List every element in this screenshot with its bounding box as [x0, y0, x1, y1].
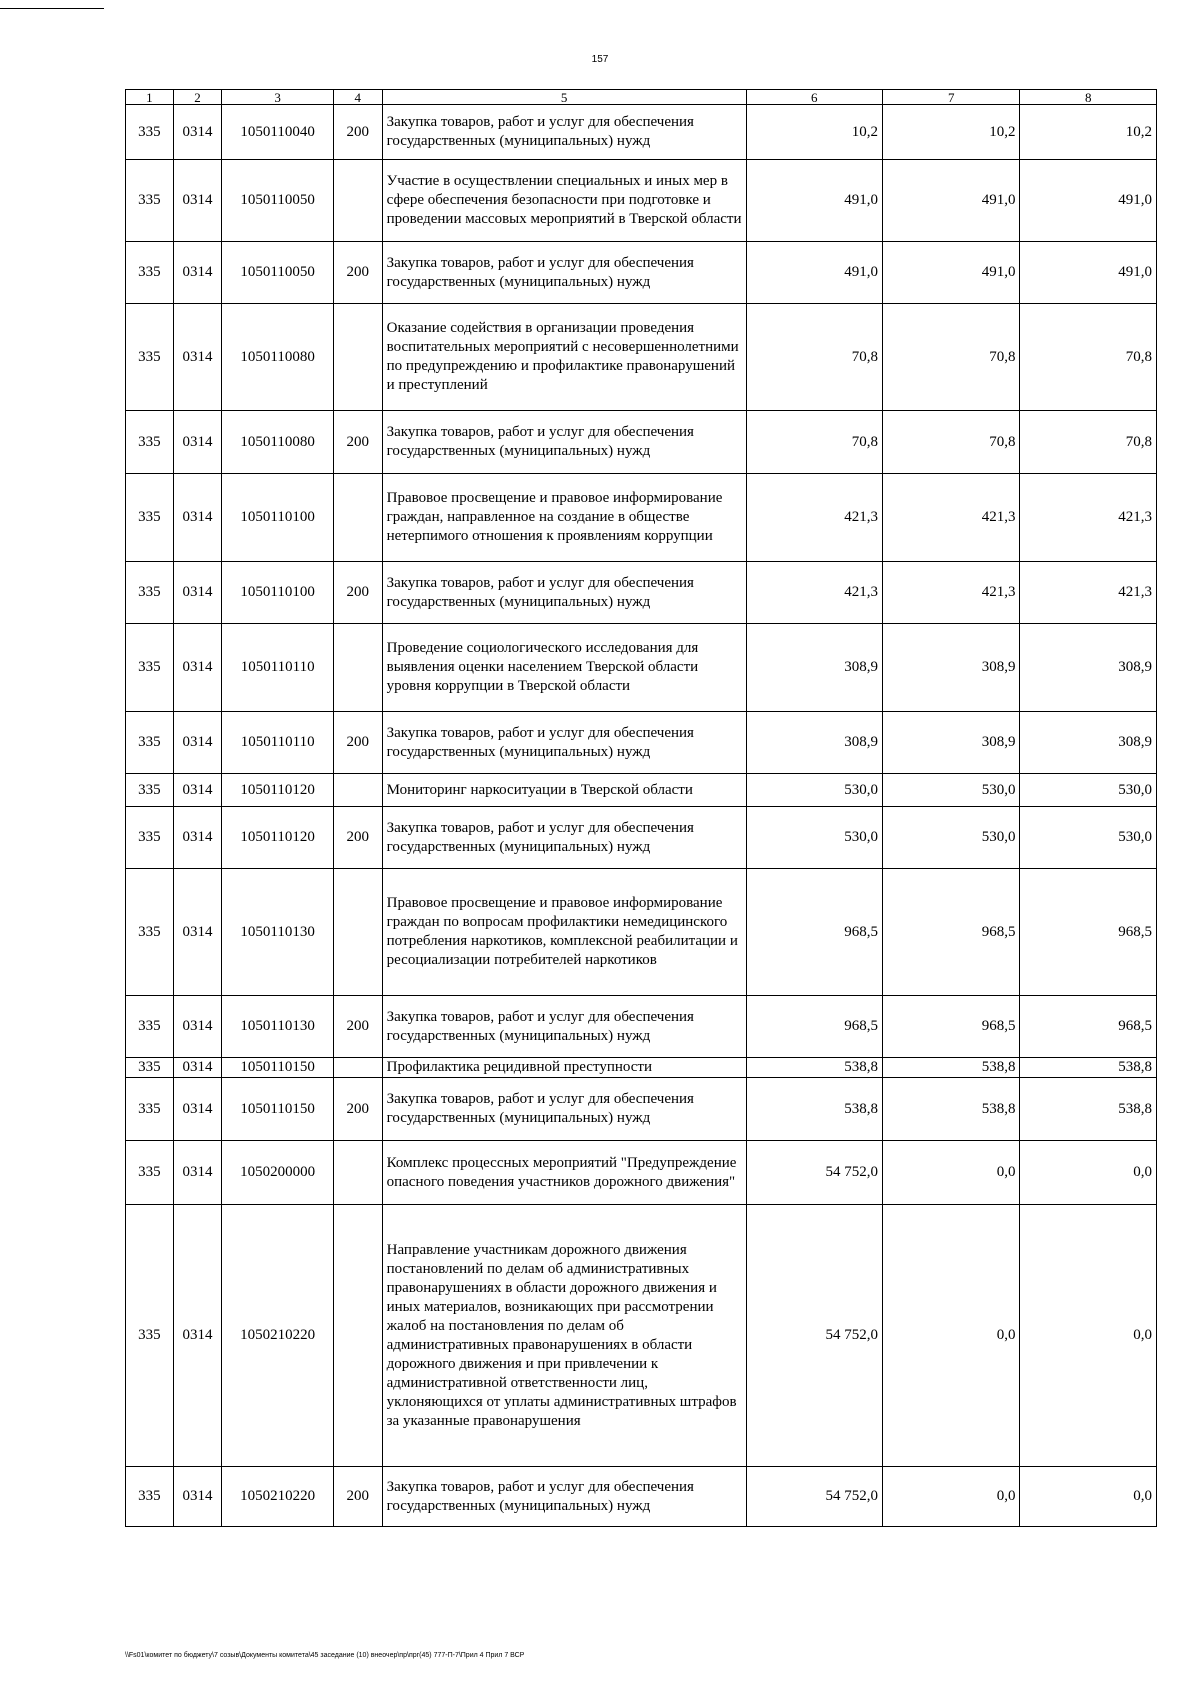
cell-description: Правовое просвещение и правовое информирование граждан по вопросам профилактики немедицинского потребления наркотиков, комплексной реабилитации и ресоциализации потребителей наркотиков [382, 869, 746, 996]
header-col-4: 4 [333, 90, 382, 105]
cell-amount-7: 530,0 [882, 807, 1020, 869]
table-row [126, 1058, 1157, 1078]
cell-admin: 335 [126, 1078, 174, 1141]
page-number: 157 [591, 54, 609, 65]
table-row [126, 474, 1157, 562]
cell-amount-8: 0,0 [1020, 1205, 1157, 1467]
cell-amount-7: 538,8 [882, 1058, 1020, 1078]
table-row [126, 304, 1157, 411]
cell-admin: 335 [126, 562, 174, 624]
table-row [126, 1141, 1157, 1205]
cell-target-article: 1050110100 [222, 474, 334, 562]
cell-amount-6: 491,0 [746, 242, 882, 304]
cell-target-article: 1050110150 [222, 1078, 334, 1141]
cell-amount-6: 968,5 [746, 869, 882, 996]
cell-amount-8: 70,8 [1020, 411, 1157, 474]
cell-expense-type: 200 [333, 242, 382, 304]
cell-expense-type [333, 1205, 382, 1467]
cell-target-article: 1050110150 [222, 1058, 334, 1078]
cell-expense-type: 200 [333, 1467, 382, 1527]
cell-expense-type: 200 [333, 996, 382, 1058]
cell-description: Мониторинг наркоситуации в Тверской области [382, 774, 746, 807]
cell-section: 0314 [173, 807, 222, 869]
cell-section: 0314 [173, 562, 222, 624]
cell-description: Проведение социологического исследования для выявления оценки населением Тверской области уровня коррупции в Тверской области [382, 624, 746, 712]
cell-admin: 335 [126, 1058, 174, 1078]
cell-section: 0314 [173, 774, 222, 807]
cell-target-article: 1050110130 [222, 996, 334, 1058]
top-rule [0, 8, 104, 9]
cell-admin: 335 [126, 105, 174, 160]
cell-admin: 335 [126, 1141, 174, 1205]
cell-section: 0314 [173, 712, 222, 774]
cell-expense-type: 200 [333, 105, 382, 160]
cell-section: 0314 [173, 1205, 222, 1467]
cell-amount-7: 0,0 [882, 1205, 1020, 1467]
cell-amount-7: 491,0 [882, 242, 1020, 304]
cell-target-article: 1050210220 [222, 1205, 334, 1467]
cell-amount-6: 54 752,0 [746, 1205, 882, 1467]
cell-target-article: 1050110110 [222, 712, 334, 774]
cell-amount-6: 421,3 [746, 474, 882, 562]
cell-expense-type: 200 [333, 712, 382, 774]
cell-amount-8: 530,0 [1020, 807, 1157, 869]
cell-amount-8: 0,0 [1020, 1467, 1157, 1527]
cell-amount-7: 0,0 [882, 1467, 1020, 1527]
cell-amount-8: 308,9 [1020, 624, 1157, 712]
cell-section: 0314 [173, 160, 222, 242]
cell-amount-8: 308,9 [1020, 712, 1157, 774]
table-row [126, 1205, 1157, 1467]
cell-amount-6: 530,0 [746, 774, 882, 807]
cell-expense-type [333, 160, 382, 242]
table-row [126, 996, 1157, 1058]
cell-expense-type [333, 774, 382, 807]
cell-target-article: 1050210220 [222, 1467, 334, 1527]
cell-description: Правовое просвещение и правовое информирование граждан, направленное на создание в обществе нетерпимого отношения к проявлениям коррупции [382, 474, 746, 562]
cell-expense-type [333, 1058, 382, 1078]
cell-section: 0314 [173, 1141, 222, 1205]
cell-amount-8: 968,5 [1020, 996, 1157, 1058]
budget-table [125, 89, 1157, 1527]
table-row [126, 1467, 1157, 1527]
header-col-5: 5 [382, 90, 746, 105]
cell-section: 0314 [173, 474, 222, 562]
cell-expense-type: 200 [333, 1078, 382, 1141]
cell-description: Закупка товаров, работ и услуг для обеспечения государственных (муниципальных) нужд [382, 562, 746, 624]
table-row [126, 624, 1157, 712]
table-row [126, 411, 1157, 474]
cell-admin: 335 [126, 242, 174, 304]
cell-target-article: 1050110050 [222, 160, 334, 242]
cell-amount-8: 421,3 [1020, 474, 1157, 562]
header-col-6: 6 [746, 90, 882, 105]
cell-expense-type: 200 [333, 807, 382, 869]
cell-amount-7: 10,2 [882, 105, 1020, 160]
cell-section: 0314 [173, 242, 222, 304]
cell-amount-8: 0,0 [1020, 1141, 1157, 1205]
table-row [126, 869, 1157, 996]
cell-section: 0314 [173, 1058, 222, 1078]
cell-amount-8: 421,3 [1020, 562, 1157, 624]
cell-amount-7: 421,3 [882, 562, 1020, 624]
cell-description: Закупка товаров, работ и услуг для обеспечения государственных (муниципальных) нужд [382, 1078, 746, 1141]
cell-admin: 335 [126, 624, 174, 712]
table-row [126, 807, 1157, 869]
cell-amount-8: 538,8 [1020, 1078, 1157, 1141]
cell-amount-8: 968,5 [1020, 869, 1157, 996]
cell-amount-8: 538,8 [1020, 1058, 1157, 1078]
cell-admin: 335 [126, 996, 174, 1058]
cell-description: Направление участникам дорожного движения постановлений по делам об административных правонарушениях в области дорожного движения и иных материалов, возникающих при рассмотрении жалоб на постановления по делам об административных правонарушениях в области дорожного движения и при привлечении к административной ответственности лиц, уклоняющихся от уплаты административных штрафов за указанные правонарушения [382, 1205, 746, 1467]
header-row [126, 90, 1157, 105]
cell-description: Закупка товаров, работ и услуг для обеспечения государственных (муниципальных) нужд [382, 807, 746, 869]
cell-amount-6: 10,2 [746, 105, 882, 160]
cell-target-article: 1050110120 [222, 807, 334, 869]
table-row [126, 105, 1157, 160]
cell-section: 0314 [173, 1467, 222, 1527]
cell-expense-type [333, 1141, 382, 1205]
cell-expense-type [333, 624, 382, 712]
cell-amount-7: 491,0 [882, 160, 1020, 242]
cell-description: Закупка товаров, работ и услуг для обеспечения государственных (муниципальных) нужд [382, 105, 746, 160]
cell-admin: 335 [126, 304, 174, 411]
cell-section: 0314 [173, 105, 222, 160]
cell-amount-6: 530,0 [746, 807, 882, 869]
header-col-1: 1 [126, 90, 174, 105]
cell-amount-6: 968,5 [746, 996, 882, 1058]
cell-section: 0314 [173, 869, 222, 996]
table-row [126, 1078, 1157, 1141]
cell-amount-7: 308,9 [882, 624, 1020, 712]
cell-admin: 335 [126, 869, 174, 996]
cell-description: Закупка товаров, работ и услуг для обеспечения государственных (муниципальных) нужд [382, 1467, 746, 1527]
cell-admin: 335 [126, 712, 174, 774]
table-row [126, 160, 1157, 242]
footer-file-path: \\Fs01\комитет по бюджету\7 созыв\Документы комитета\45 заседание (10) внеочер\пр\прг(45) 777-П-7\Прил 4 Прил 7 ВСР [125, 1652, 525, 1659]
cell-amount-6: 308,9 [746, 624, 882, 712]
cell-target-article: 1050110080 [222, 304, 334, 411]
cell-amount-8: 530,0 [1020, 774, 1157, 807]
cell-amount-8: 491,0 [1020, 242, 1157, 304]
header-col-3: 3 [222, 90, 334, 105]
cell-target-article: 1050110040 [222, 105, 334, 160]
cell-admin: 335 [126, 807, 174, 869]
cell-expense-type [333, 304, 382, 411]
cell-amount-7: 308,9 [882, 712, 1020, 774]
cell-expense-type [333, 474, 382, 562]
cell-amount-6: 421,3 [746, 562, 882, 624]
cell-description: Закупка товаров, работ и услуг для обеспечения государственных (муниципальных) нужд [382, 996, 746, 1058]
cell-description: Закупка товаров, работ и услуг для обеспечения государственных (муниципальных) нужд [382, 411, 746, 474]
cell-target-article: 1050110110 [222, 624, 334, 712]
cell-amount-6: 308,9 [746, 712, 882, 774]
cell-amount-7: 968,5 [882, 996, 1020, 1058]
table-row [126, 712, 1157, 774]
cell-admin: 335 [126, 411, 174, 474]
cell-description: Закупка товаров, работ и услуг для обеспечения государственных (муниципальных) нужд [382, 242, 746, 304]
cell-amount-7: 968,5 [882, 869, 1020, 996]
table-row [126, 242, 1157, 304]
cell-section: 0314 [173, 624, 222, 712]
cell-target-article: 1050110050 [222, 242, 334, 304]
cell-amount-7: 421,3 [882, 474, 1020, 562]
cell-description: Оказание содействия в организации проведения воспитательных мероприятий с несовершеннолетними по предупреждению и профилактике правонарушений и преступлений [382, 304, 746, 411]
cell-amount-6: 70,8 [746, 304, 882, 411]
header-col-2: 2 [173, 90, 222, 105]
cell-description: Профилактика рецидивной преступности [382, 1058, 746, 1078]
cell-expense-type: 200 [333, 562, 382, 624]
cell-admin: 335 [126, 1467, 174, 1527]
cell-amount-7: 70,8 [882, 304, 1020, 411]
cell-amount-6: 538,8 [746, 1078, 882, 1141]
cell-amount-6: 54 752,0 [746, 1141, 882, 1205]
cell-amount-7: 538,8 [882, 1078, 1020, 1141]
cell-description: Закупка товаров, работ и услуг для обеспечения государственных (муниципальных) нужд [382, 712, 746, 774]
cell-target-article: 1050110080 [222, 411, 334, 474]
cell-amount-6: 54 752,0 [746, 1467, 882, 1527]
cell-target-article: 1050110100 [222, 562, 334, 624]
cell-amount-8: 10,2 [1020, 105, 1157, 160]
cell-admin: 335 [126, 474, 174, 562]
cell-amount-6: 491,0 [746, 160, 882, 242]
header-col-8: 8 [1020, 90, 1157, 105]
cell-section: 0314 [173, 411, 222, 474]
cell-section: 0314 [173, 996, 222, 1058]
cell-amount-6: 70,8 [746, 411, 882, 474]
table-row [126, 774, 1157, 807]
cell-description: Участие в осуществлении специальных и иных мер в сфере обеспечения безопасности при подготовке и проведении массовых мероприятий в Тверской области [382, 160, 746, 242]
cell-amount-7: 530,0 [882, 774, 1020, 807]
cell-target-article: 1050200000 [222, 1141, 334, 1205]
cell-amount-8: 70,8 [1020, 304, 1157, 411]
cell-expense-type [333, 869, 382, 996]
table-row [126, 562, 1157, 624]
cell-admin: 335 [126, 160, 174, 242]
cell-amount-7: 0,0 [882, 1141, 1020, 1205]
header-col-7: 7 [882, 90, 1020, 105]
cell-amount-8: 491,0 [1020, 160, 1157, 242]
cell-expense-type: 200 [333, 411, 382, 474]
cell-description: Комплекс процессных мероприятий "Предупреждение опасного поведения участников дорожного движения" [382, 1141, 746, 1205]
cell-target-article: 1050110120 [222, 774, 334, 807]
cell-amount-6: 538,8 [746, 1058, 882, 1078]
cell-admin: 335 [126, 1205, 174, 1467]
cell-admin: 335 [126, 774, 174, 807]
cell-amount-7: 70,8 [882, 411, 1020, 474]
cell-section: 0314 [173, 304, 222, 411]
cell-section: 0314 [173, 1078, 222, 1141]
cell-target-article: 1050110130 [222, 869, 334, 996]
